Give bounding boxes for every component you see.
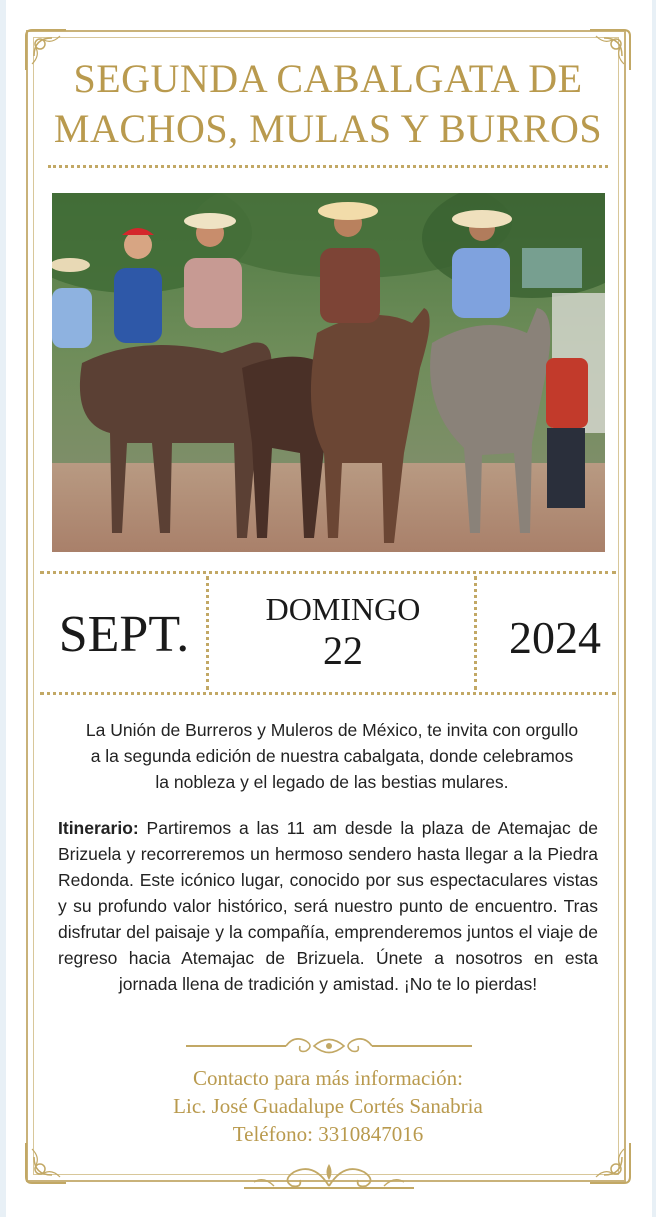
dotted-divider xyxy=(40,571,616,574)
invitation-line: la nobleza y el legado de las bestias mulares. xyxy=(155,772,509,792)
dotted-divider xyxy=(48,165,608,168)
itinerary-label: Itinerario: xyxy=(58,818,139,838)
event-weekday: DOMINGO xyxy=(265,591,421,627)
riders-on-mules-photo xyxy=(52,193,605,552)
event-year: 2024 xyxy=(509,612,601,663)
invitation-line: La Unión de Burreros y Muleros de México, te invita con orgullo xyxy=(85,720,579,740)
page-edge xyxy=(0,0,6,1217)
bottom-flourish-icon xyxy=(244,1158,414,1194)
event-title xyxy=(40,54,616,154)
event-photo xyxy=(52,193,605,552)
event-month: SEPT. xyxy=(58,606,190,663)
itinerary-body: Partiremos a las 11 am desde la plaza de Atemajac de Brizuela y recorreremos un hermoso sendero hasta llegar a la Piedra Redonda. Este icónico lugar, conocido por sus espectaculares vistas y su profundo valor histórico, será nuestro punto de encuentro. Tras disfrutar del paisaje y la compañía, emprenderemos juntos el viaje de regreso hacia Atemajac de Brizuela. Únete a nosotros en esta jornada llena de tradición y amistad. ¡No te lo pierdas! xyxy=(58,818,598,994)
contact-heading: Contacto para más información: xyxy=(193,1066,463,1090)
event-title-line: SEGUNDA CABALGATA DE xyxy=(73,56,583,101)
contact-name: Lic. José Guadalupe Cortés Sanabria xyxy=(173,1094,483,1118)
event-title-line: MACHOS, MULAS Y BURROS xyxy=(53,106,603,151)
event-day: 22 xyxy=(323,628,363,673)
dotted-column-divider xyxy=(474,576,477,690)
itinerary-text xyxy=(58,815,598,997)
flourish-divider-icon xyxy=(186,1033,472,1059)
page-edge xyxy=(652,0,656,1217)
invitation-line: a la segunda edición de nuestra cabalgata, donde celebramos xyxy=(90,746,574,766)
contact-phone: Teléfono: 3310847016 xyxy=(232,1122,424,1146)
dotted-column-divider xyxy=(206,576,209,690)
contact-block xyxy=(40,1064,616,1148)
dotted-divider xyxy=(40,692,616,695)
invitation-text xyxy=(56,717,608,795)
